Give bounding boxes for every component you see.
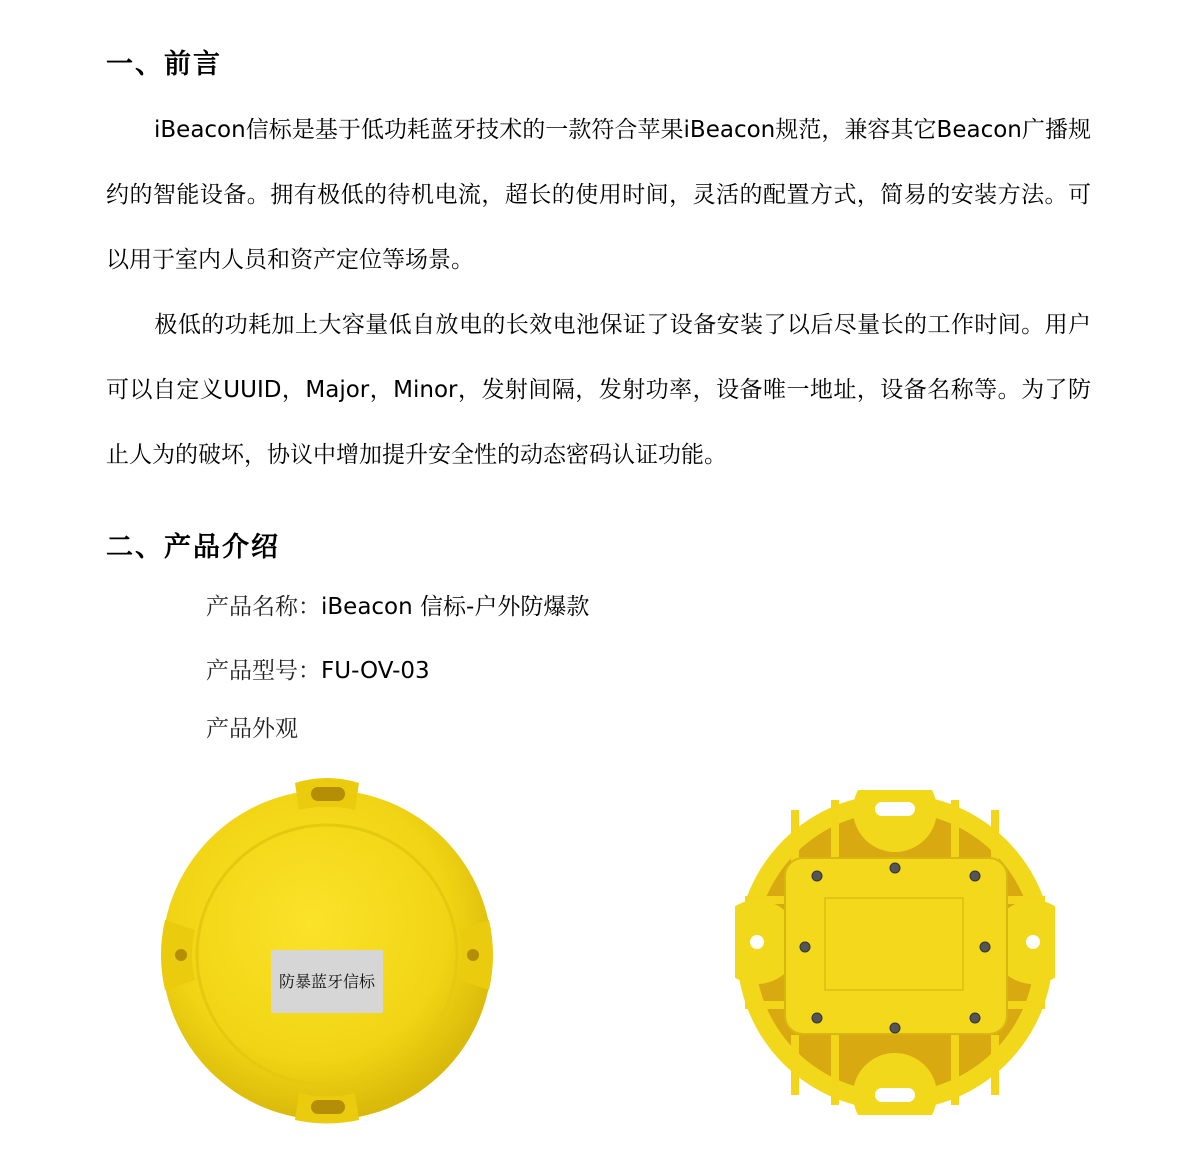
product-name-value: iBeacon 信标-户外防爆款 (321, 594, 590, 620)
product-front-image (155, 775, 500, 1125)
preface-paragraph-2 (106, 293, 1091, 488)
product-model-row (206, 652, 430, 685)
product-model-label: 产品型号： (206, 658, 321, 684)
product-model-value: FU-OV-03 (321, 658, 430, 684)
product-appearance-row (206, 710, 298, 743)
front-label-text: 防暴蓝牙信标 (278, 972, 376, 991)
product-appearance-label: 产品外观 (206, 716, 298, 742)
product-name-row (206, 588, 589, 621)
product-name-label: 产品名称： (206, 594, 321, 620)
product-back-image (735, 790, 1055, 1115)
paragraph-text: 极低的功耗加上大容量低自放电的长效电池保证了设备安装了以后尽量长的工作时间。用户可以自定义UUID，Major，Minor，发射间隔，发射功率，设备唯一地址，设备名称等。为了防止人为的破坏，协议中增加提升安全性的动态密码认证功能。 (106, 312, 1091, 468)
section-heading-preface: 一、前言 (106, 49, 222, 80)
preface-paragraph-1 (106, 98, 1091, 293)
section-heading-product: 二、产品介绍 (106, 532, 280, 563)
paragraph-text: iBeacon信标是基于低功耗蓝牙技术的一款符合苹果iBeacon规范，兼容其它Beacon广播规约的智能设备。拥有极低的待机电流，超长的使用时间，灵活的配置方式，简易的安装方法。可以用于室内人员和资产定位等场景。 (106, 117, 1091, 273)
